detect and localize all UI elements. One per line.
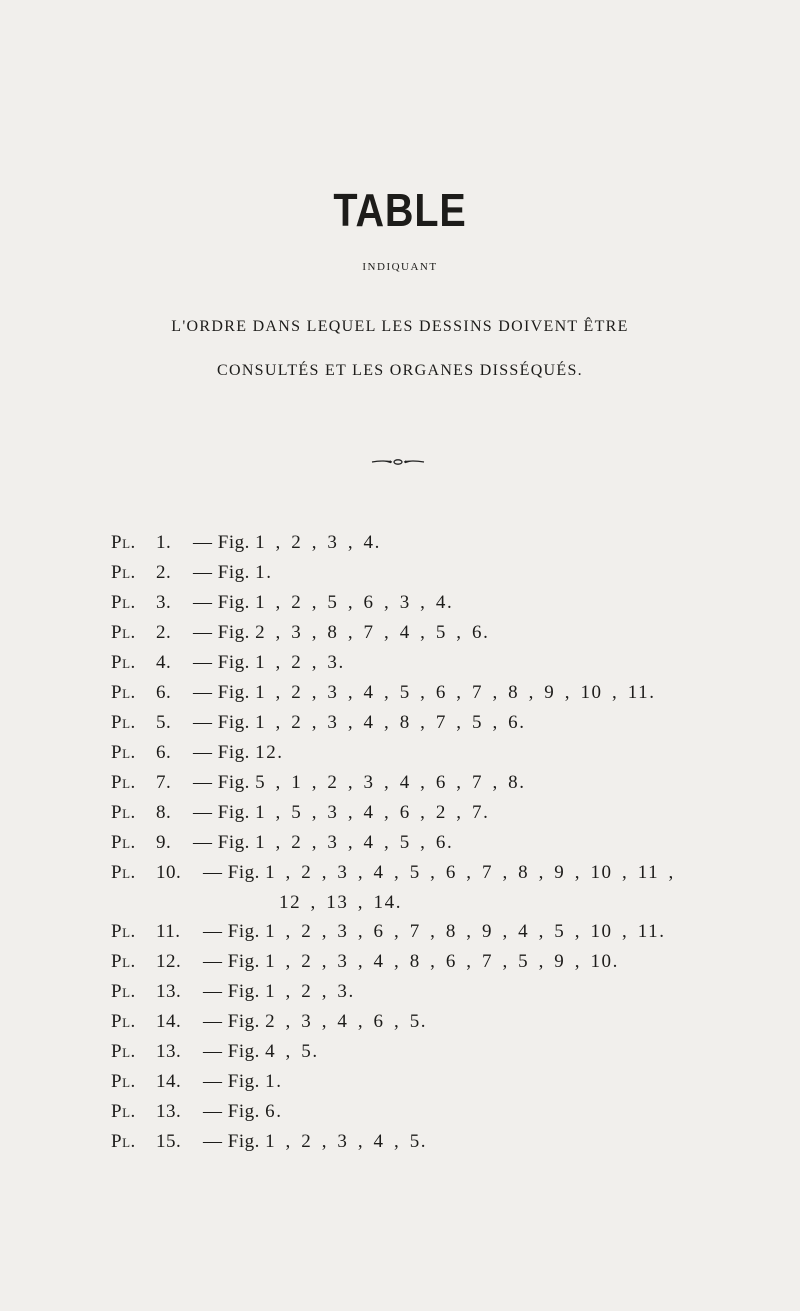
plate-entry (111, 592, 791, 622)
plate-label: Pl. (111, 652, 136, 673)
figure-numbers: 1 , 2 , 3 , 4. (255, 532, 382, 553)
plate-label: Pl. (111, 742, 136, 763)
figure-list (193, 682, 656, 704)
figure-list (203, 981, 355, 1003)
figure-label: Fig. (227, 862, 260, 883)
figure-numbers: 12. (255, 742, 284, 763)
description-line-2: CONSULTÉS ET LES ORGANES DISSÉQUÉS. (217, 362, 583, 379)
figure-label: Fig. (217, 802, 250, 823)
figure-numbers: 6. (265, 1101, 283, 1122)
figure-list (203, 1041, 319, 1063)
figure-numbers: 1 , 2 , 3 , 4 , 5. (265, 1131, 428, 1152)
page-subtitle: INDIQUANT (362, 261, 438, 273)
plate-entry (111, 712, 791, 742)
figure-numbers: 1. (255, 562, 273, 583)
figure-numbers: 2 , 3 , 4 , 6 , 5. (265, 1011, 428, 1032)
plate-label: Pl. (111, 562, 136, 583)
plate-label: Pl. (111, 921, 136, 942)
figure-list (193, 712, 526, 734)
figure-list (193, 802, 489, 824)
figure-label: Fig. (217, 562, 250, 583)
dash-separator: — (193, 802, 213, 823)
plate-entry (111, 562, 791, 592)
plate-label: Pl. (111, 1041, 136, 1062)
plate-entry (111, 1011, 791, 1041)
figure-label: Fig. (217, 772, 250, 793)
figure-list (203, 951, 619, 973)
plate-number: 13. (156, 1041, 182, 1062)
plate-entry (111, 652, 791, 682)
plate-number: 10. (156, 862, 182, 883)
plate-label: Pl. (111, 802, 136, 823)
figure-list (193, 832, 453, 854)
figure-list (203, 921, 666, 943)
plate-entry (111, 981, 791, 1011)
plate-number: 8. (156, 802, 172, 823)
figure-numbers: 1 , 2 , 3. (255, 652, 345, 673)
plate-number: 6. (156, 742, 172, 763)
plate-label: Pl. (111, 1101, 136, 1122)
plate-number: 2. (156, 562, 172, 583)
plate-entry (111, 1131, 791, 1161)
description-line-1: L'ORDRE DANS LEQUEL LES DESSINS DOIVENT ÊTRE (171, 318, 629, 335)
dash-separator: — (203, 981, 223, 1002)
plate-number: 13. (156, 981, 182, 1002)
figure-numbers: 1 , 2 , 3 , 6 , 7 , 8 , 9 , 4 , 5 , 10 , 11. (265, 921, 666, 942)
dash-separator: — (193, 832, 213, 853)
figure-label: Fig. (227, 981, 260, 1002)
figure-label: Fig. (217, 592, 250, 613)
plate-entry (111, 622, 791, 652)
page-title: TABLE (333, 184, 467, 236)
figure-label: Fig. (227, 951, 260, 972)
figure-list (203, 1101, 283, 1123)
figure-list (203, 1131, 427, 1153)
plate-label: Pl. (111, 1011, 136, 1032)
plate-label: Pl. (111, 592, 136, 613)
dash-separator: — (203, 1011, 223, 1032)
figure-list (203, 862, 675, 884)
figure-label: Fig. (227, 1041, 260, 1062)
figure-list (203, 1071, 283, 1093)
plate-entry (111, 742, 791, 772)
dash-separator: — (193, 742, 213, 763)
figure-list (193, 532, 381, 554)
figure-numbers: 1 , 2 , 5 , 6 , 3 , 4. (255, 592, 454, 613)
figure-numbers: 1 , 2 , 3 , 4 , 5 , 6. (255, 832, 454, 853)
plate-entry (111, 921, 791, 951)
plate-number: 14. (156, 1011, 182, 1032)
figure-label: Fig. (227, 1011, 260, 1032)
plate-number: 9. (156, 832, 172, 853)
plate-label: Pl. (111, 682, 136, 703)
plate-number: 1. (156, 532, 172, 553)
plate-number: 6. (156, 682, 172, 703)
plate-entry (111, 682, 791, 712)
plate-label: Pl. (111, 951, 136, 972)
dash-separator: — (203, 862, 223, 883)
figure-list (193, 742, 284, 764)
figure-numbers: 4 , 5. (265, 1041, 319, 1062)
figure-list (193, 772, 526, 794)
figure-numbers: 1 , 2 , 3 , 4 , 5 , 6 , 7 , 8 , 9 , 10 , 11. (255, 682, 656, 703)
dash-separator: — (193, 772, 213, 793)
plate-label: Pl. (111, 862, 136, 883)
plate-label: Pl. (111, 712, 136, 733)
figure-label: Fig. (217, 742, 250, 763)
figure-label: Fig. (227, 1071, 260, 1092)
plate-label: Pl. (111, 832, 136, 853)
plate-entry (111, 532, 791, 562)
figure-label: Fig. (217, 712, 250, 733)
figure-numbers: 1 , 2 , 3 , 4 , 5 , 6 , 7 , 8 , 9 , 10 , 11 , (265, 862, 675, 883)
figure-numbers: 5 , 1 , 2 , 3 , 4 , 6 , 7 , 8. (255, 772, 526, 793)
plate-label: Pl. (111, 981, 136, 1002)
plate-number: 5. (156, 712, 172, 733)
dash-separator: — (193, 622, 213, 643)
dash-separator: — (193, 652, 213, 673)
dash-separator: — (193, 562, 213, 583)
plate-number: 3. (156, 592, 172, 613)
figure-numbers: 1 , 2 , 3. (265, 981, 355, 1002)
figure-list (203, 1011, 427, 1033)
dash-separator: — (203, 1071, 223, 1092)
plate-label: Pl. (111, 1071, 136, 1092)
plate-number: 12. (156, 951, 182, 972)
ornament-divider-icon (368, 457, 428, 467)
figure-list (193, 652, 345, 674)
figure-numbers: 1. (265, 1071, 283, 1092)
figure-numbers-continued: 12 , 13 , 14. (279, 892, 403, 913)
plate-label: Pl. (111, 622, 136, 643)
dash-separator: — (193, 592, 213, 613)
figure-numbers: 2 , 3 , 8 , 7 , 4 , 5 , 6. (255, 622, 490, 643)
plate-entry (111, 832, 791, 862)
plate-entry (111, 1071, 791, 1101)
figure-numbers: 1 , 5 , 3 , 4 , 6 , 2 , 7. (255, 802, 490, 823)
plate-label: Pl. (111, 532, 136, 553)
plate-number: 2. (156, 622, 172, 643)
dash-separator: — (193, 712, 213, 733)
figure-label: Fig. (227, 921, 260, 942)
figure-numbers: 1 , 2 , 3 , 4 , 8 , 6 , 7 , 5 , 9 , 10. (265, 951, 620, 972)
plate-entry-continuation (111, 892, 791, 921)
dash-separator: — (203, 951, 223, 972)
plate-entry (111, 862, 791, 892)
plate-entry (111, 802, 791, 832)
dash-separator: — (193, 532, 213, 553)
dash-separator: — (193, 682, 213, 703)
figure-list (193, 622, 489, 644)
plates-list (111, 532, 791, 1161)
plate-entry (111, 1041, 791, 1071)
figure-label: Fig. (217, 622, 250, 643)
dash-separator: — (203, 1131, 223, 1152)
figure-label: Fig. (227, 1101, 260, 1122)
figure-label: Fig. (217, 682, 250, 703)
plate-number: 13. (156, 1101, 182, 1122)
dash-separator: — (203, 1041, 223, 1062)
dash-separator: — (203, 1101, 223, 1122)
figure-numbers: 1 , 2 , 3 , 4 , 8 , 7 , 5 , 6. (255, 712, 526, 733)
figure-list (193, 592, 453, 614)
plate-entry (111, 951, 791, 981)
plate-number: 11. (156, 921, 181, 942)
plate-number: 7. (156, 772, 172, 793)
dash-separator: — (203, 921, 223, 942)
plate-entry (111, 1101, 791, 1131)
plate-label: Pl. (111, 772, 136, 793)
plate-entry (111, 772, 791, 802)
plate-label: Pl. (111, 1131, 136, 1152)
figure-list (193, 562, 273, 584)
figure-label: Fig. (227, 1131, 260, 1152)
figure-label: Fig. (217, 652, 250, 673)
figure-label: Fig. (217, 532, 250, 553)
figure-label: Fig. (217, 832, 250, 853)
plate-number: 4. (156, 652, 172, 673)
plate-number: 14. (156, 1071, 182, 1092)
plate-number: 15. (156, 1131, 182, 1152)
